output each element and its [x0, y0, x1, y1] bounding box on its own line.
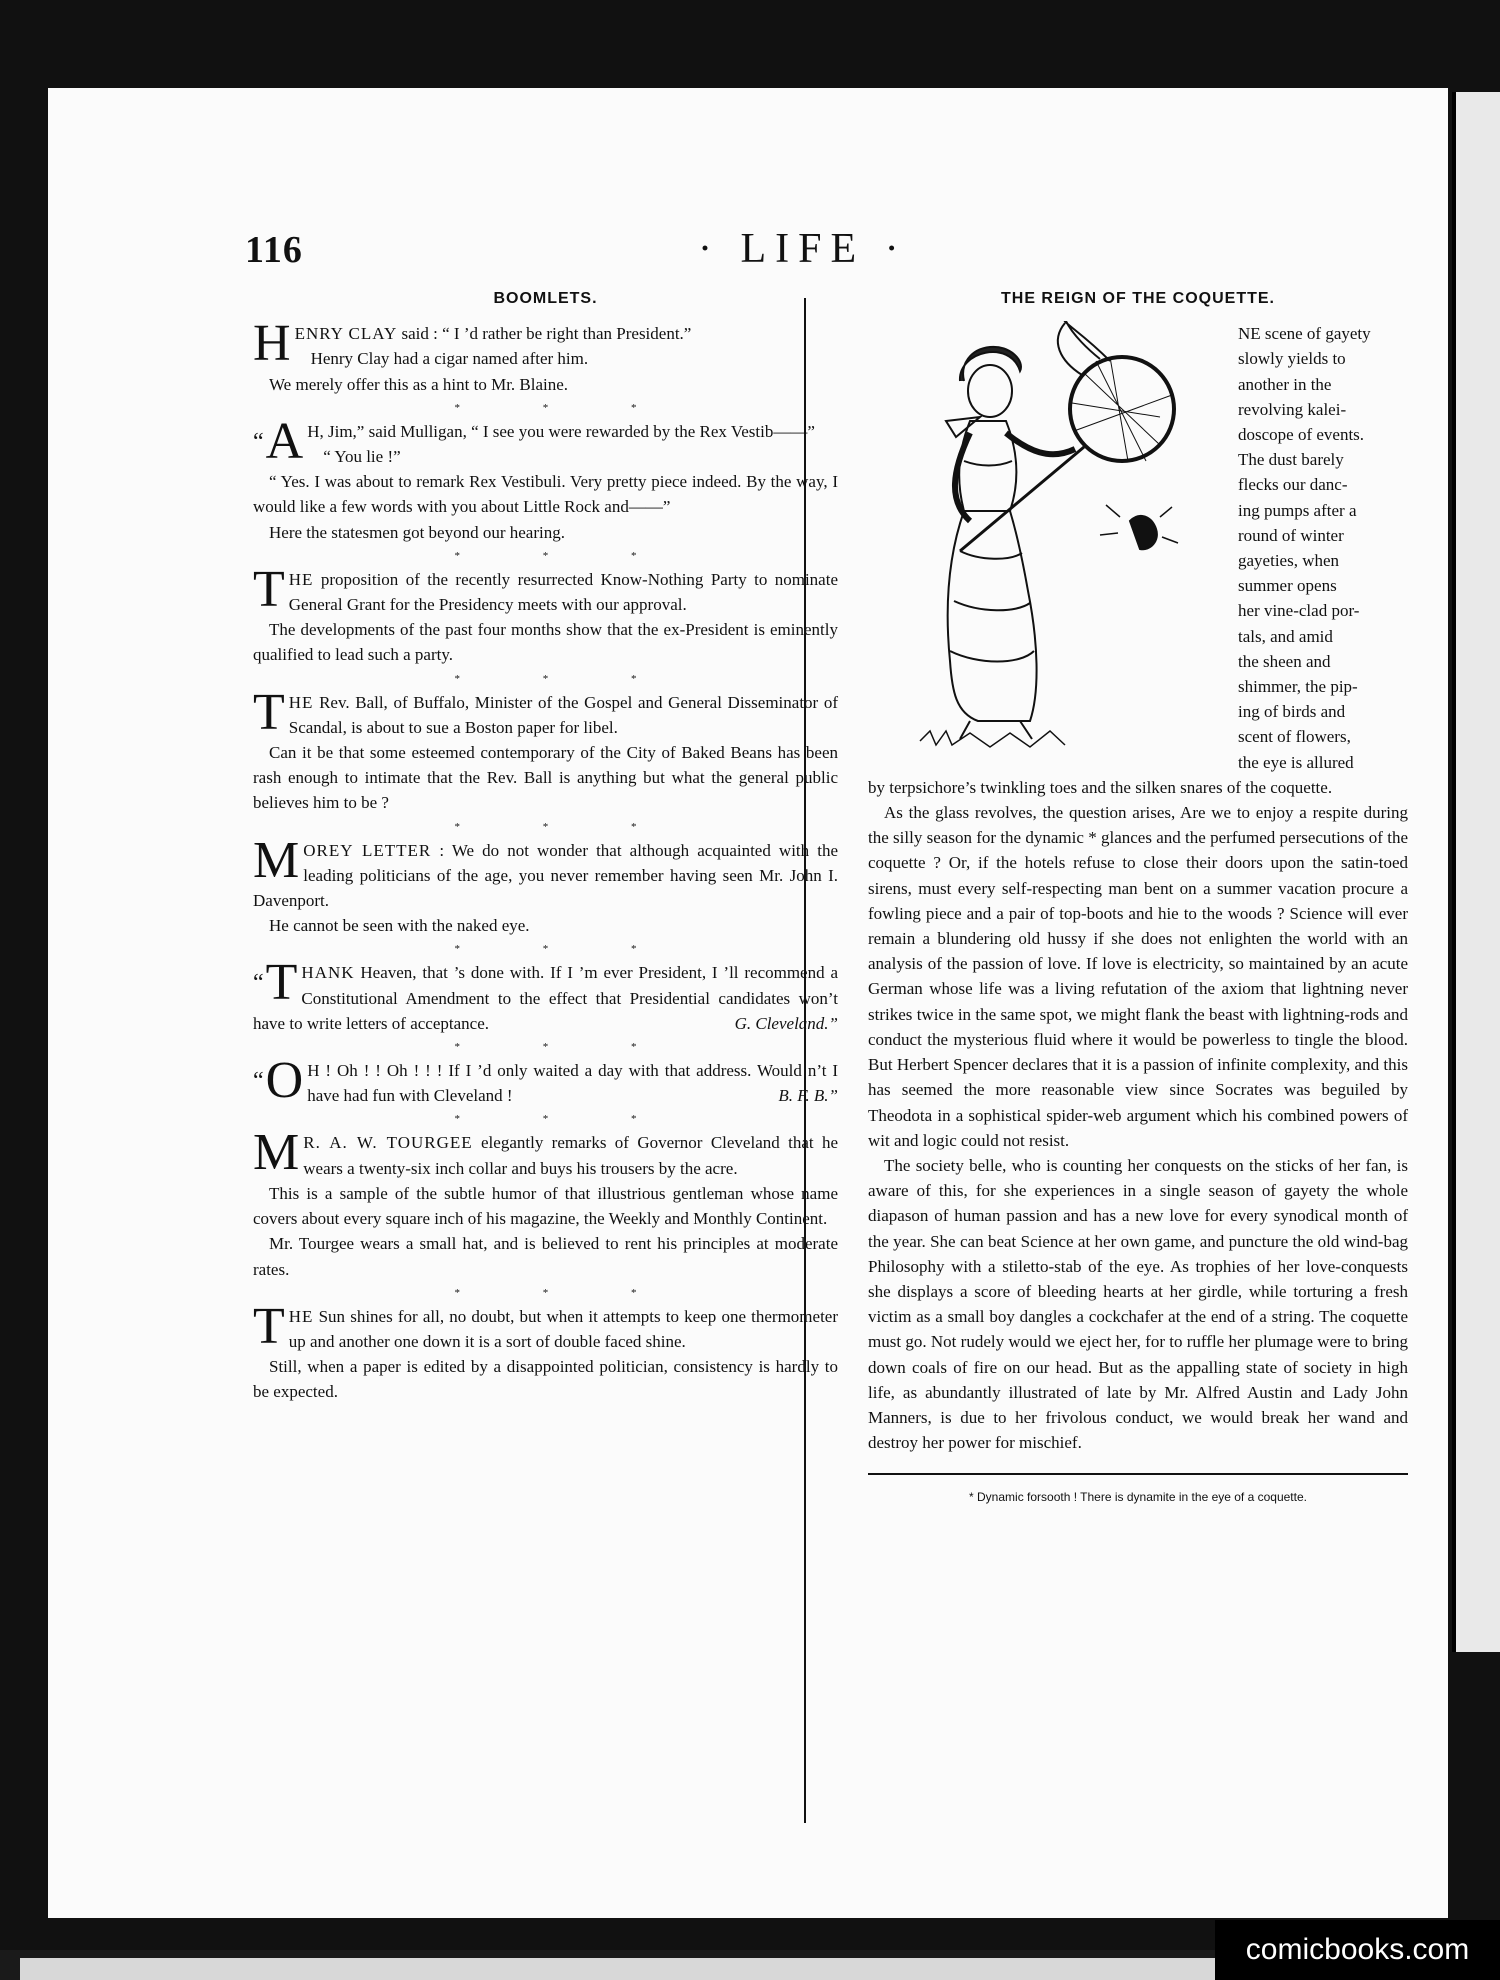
coquette-paragraph: The society belle, who is counting her conquests on the sticks of her fan, is aware of this, for she experiences in a single season of gayety the whole diapason of human passion and has a new love for every synodical month of the year. She can beat Science at her own game, and puncture the old wind-bag Philosophy with a stiletto-stab of the eye. As trophies of her love-conquests she displays a score of bleeding hearts at her girdle, while torturing a fresh victim as a small boy dangles a cockchafer at the end of a string. The coquette must go. Not rudely would we eject her, for to ruffle her plumage were to bring down coals of fire on our head. But as the appalling state of society in high life, as abundantly illustrated of late by Mr. Alfred Austin and Lady John Manners, is due to her frivolous conduct, we would break her wand and destroy her power for mischief. — [868, 1155, 1408, 1453]
signature: B. F. B.” — [778, 1086, 838, 1106]
footnote: * Dynamic forsooth ! There is dynamite in the eye of a coquette. — [969, 1490, 1307, 1505]
drop-cap: T — [253, 560, 285, 618]
adjacent-page-edge — [1452, 92, 1500, 1652]
boomlet-item: HENRY CLAY said : “ I ’d rather be right than President.” Henry Clay had a cigar named after him. We merely offer this as a hint to Mr. Blaine. — [253, 315, 692, 394]
star-divider: * * * — [454, 820, 677, 833]
drop-cap: M — [253, 831, 300, 889]
boomlet-item: THE proposition of the recently resurrected Know-Nothing Party to nominate General Grant for the Presidency meets with our approval. The developments of the past four months show that the ex-President is eminently qualified to lead such a party. — [253, 560, 838, 665]
drop-cap: “T — [253, 954, 298, 1012]
boomlets-column — [253, 286, 838, 1405]
star-divider: * * * — [454, 1113, 677, 1126]
drop-cap: T — [253, 1297, 285, 1355]
masthead: · LIFE · — [698, 226, 908, 272]
drop-cap: M — [253, 1124, 300, 1182]
boomlet-item: M R. A. W. TOURGEE elegantly remarks of Governor Cleveland that he wears a twenty-six inch collar and buys his trousers by the acre. This is a sample of the subtle humor of that illustrious gentleman whose name covers about every square inch of his magazine, the Weekly and Monthly Continent. Mr. Tourgee wears a small hat, and is believed to rent his principles at moderate rates. — [253, 1124, 838, 1279]
drop-cap: “O — [253, 1052, 304, 1110]
coquette-illustration — [860, 321, 1230, 761]
boomlet-item: “A H, Jim,” said Mulligan, “ I see you were rewarded by the Rex Vestib——” “ You lie !” “ Yes. I was about to remark Rex Vestibuli. Very pretty piece indeed. By the way, I would like a few words with you about Little Rock and——” Here the statesmen got beyond our hearing. — [253, 412, 838, 542]
boomlet-item: MOREY LETTER : We do not wonder that although acquainted with the leading politicians of the age, you never remember having seen Mr. John I. Davenport. He cannot be seen with the naked eye. — [253, 831, 839, 936]
boomlet-item: “T HANK Heaven, that ’s done with. If I ’m ever President, I ’ll recommend a Constitutional Amendment to the effect that Presidential candidates won’t have to write letters of acceptance. G. Cleveland.” — [253, 960, 838, 1036]
boomlet-item: “O H ! Oh ! ! Oh ! ! ! If I ’d only waited a day with that address. Would n’t I have had fun with Cleveland ! B. F. B.” — [253, 1052, 838, 1110]
drop-cap: H — [253, 315, 291, 373]
star-divider: * * * — [454, 943, 677, 956]
magazine-page — [48, 88, 1448, 1918]
coquette-paragraph: by terpsichore’s twinkling toes and the silken snares of the coquette. — [868, 777, 1333, 797]
page-number: 116 — [245, 229, 303, 271]
star-divider: * * * — [454, 1286, 677, 1299]
coquette-column — [868, 286, 1408, 1511]
star-divider: * * * — [454, 672, 677, 685]
boomlet-item: THE Sun shines for all, no doubt, but when it attempts to keep one thermometer up and another one down it is a sort of double faced shine. Still, when a paper is edited by a disappointed politician, consistency is hardly to be expected. — [253, 1297, 838, 1402]
signature: G. Cleveland.” — [734, 1013, 838, 1033]
drop-cap: “A — [253, 412, 304, 470]
watermark: comicbooks.com — [1215, 1920, 1500, 1980]
boomlet-item: THE Rev. Ball, of Buffalo, Minister of the Gospel and General Disseminator of Scandal, is about to sue a Boston paper for libel. Can it be that some esteemed contemporary of the City of Baked Beans has been rash enough to intimate that the Rev. Ball is anything but what the general public believes him to be ? — [253, 683, 838, 813]
coquette-paragraph: As the glass revolves, the question arises, Are we to enjoy a respite during the silly season for the dynamic * glances and the perfumed persecutions of the coquette ? Or, if the hotels refuse to close their doors upon the satin-toed sirens, must every self-respecting man bent on a summer vacation procure a fowling piece and a pair of top-boots and hie to the woods ? Science will ever remain a blundering old hussy if she does not enlighten the world with an analysis of the passion of love. If love is electricity, so maintained by an acute German whose life was a living refutation of the axiom that lightning never strikes twice in the same spot, we might flank the beast with lightning-rods and conduct the mysterious fluid where it would be powerless to tingle the blood. But Herbert Spencer declares that it is a passion of infinite complexity, and this has seemed the more reasonable view since Socrates was beguiled by Theodota in a sophistical spider-web argument which his combined powers of wit and logic could not resist. — [868, 803, 1408, 1150]
coquette-title: THE REIGN OF THE COQUETTE. — [1000, 290, 1275, 307]
star-divider: * * * — [454, 401, 677, 414]
boomlets-title: BOOMLETS. — [493, 290, 598, 307]
star-divider: * * * — [454, 1041, 677, 1054]
footnote-rule — [868, 1473, 1408, 1475]
coquette-opening: NE scene of gayety slowly yields to another in the revolving kalei- doscope of events. The dust barely flecks our danc- ing pumps after a round of winter gayeties, when summer opens her vine-clad por- tals, and amid the sheen and shimmer, the pip- ing of birds and scent of flowers, the eye is allured — [1238, 324, 1371, 772]
star-divider: * * * — [454, 549, 677, 562]
drop-cap: T — [253, 683, 285, 741]
